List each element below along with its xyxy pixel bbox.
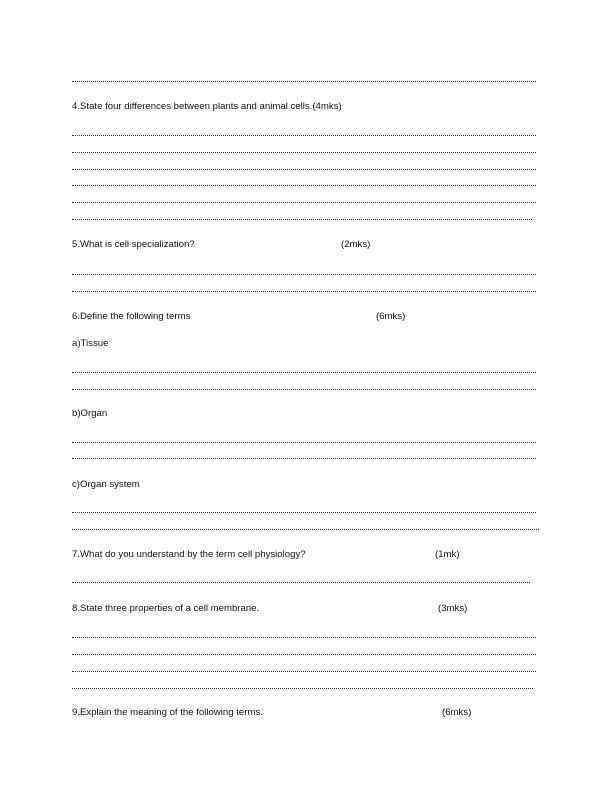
answer-line — [72, 219, 532, 220]
question-7: 7.What do you understand by the term cell physiology? — [72, 549, 306, 560]
answer-line — [72, 274, 536, 275]
answer-line — [72, 135, 536, 136]
question-6-marks: (6mks) — [376, 311, 406, 322]
answer-line — [72, 529, 539, 530]
answer-line — [72, 512, 536, 513]
question-6b: b)Organ — [72, 408, 108, 419]
question-8-marks: (3mks) — [438, 603, 468, 614]
answer-line — [72, 291, 536, 292]
question-9: 9.Explain the meaning of the following terms. — [72, 707, 263, 718]
question-7-marks: (1mk) — [435, 549, 460, 560]
answer-line — [72, 169, 536, 170]
question-6: 6.Define the following terms — [72, 311, 191, 322]
question-8: 8.State three properties of a cell membrane. — [72, 603, 260, 614]
question-9-marks: (6mks) — [442, 707, 472, 718]
answer-line — [72, 458, 536, 459]
answer-line — [72, 637, 536, 638]
answer-line — [72, 688, 533, 689]
answer-line — [72, 671, 536, 672]
answer-line — [72, 202, 536, 203]
answer-line — [72, 185, 536, 186]
answer-line — [72, 654, 536, 655]
question-4: 4.State four differences between plants and animal cells.(4mks) — [72, 101, 342, 112]
answer-line — [72, 81, 536, 82]
answer-line — [72, 389, 536, 390]
question-6a: a)Tissue — [72, 338, 109, 349]
question-5: 5.What is cell specialization? — [72, 239, 195, 250]
question-6c: c)Organ system — [72, 479, 140, 490]
answer-line — [72, 442, 536, 443]
answer-line — [72, 372, 536, 373]
question-5-marks: (2mks) — [341, 239, 371, 250]
answer-line — [72, 582, 530, 583]
answer-line — [72, 152, 536, 153]
